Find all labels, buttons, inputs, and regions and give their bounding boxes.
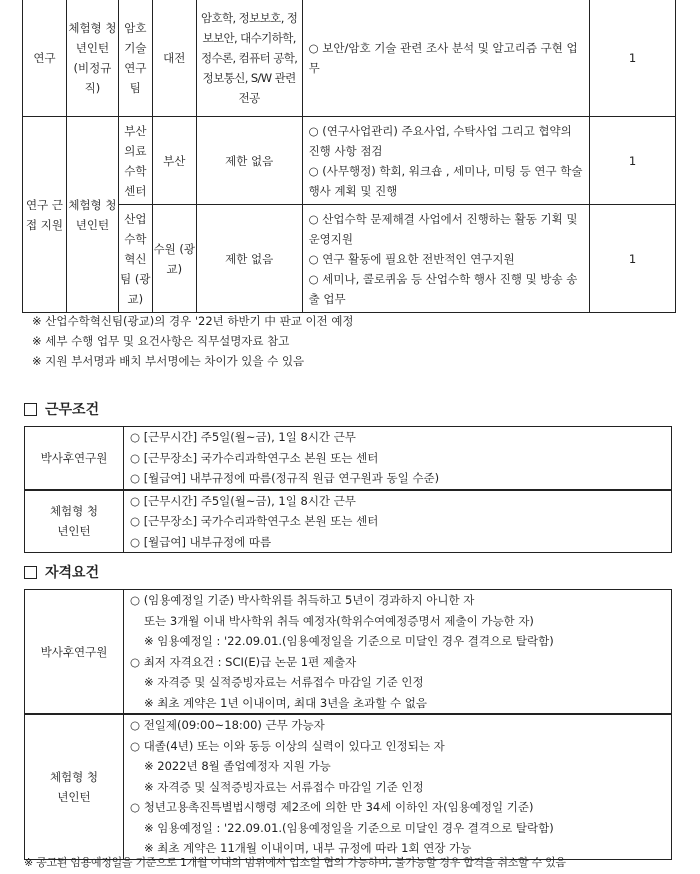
table-row	[23, 117, 676, 205]
duty-item: ○ 산업수학 문제해결 사업에서 진행하는 활동 기획 및 운영지원	[308, 211, 578, 246]
table-row	[23, 205, 676, 313]
footer-note: ※ 공고된 임용예정일을 기준으로 1개월 이내의 범위에서 입소일 협의 가능하며, 불가능할 경우 합격을 취소할 수 있음	[24, 856, 566, 869]
table-note: ※ 산업수학혁신팀(광교)의 경우 '22년 하반기 中 판교 이전 예정	[32, 314, 354, 328]
qualification-line: ※ 2022년 8월 졸업예정자 지원 가능	[144, 759, 331, 773]
qualification-line: ○ 대졸(4년) 또는 이와 동등 이상의 실력이 있다고 인정되는 자	[130, 738, 445, 753]
duty-item: ○ 보안/암호 기술 관련 조사 분석 및 알고리즘 구현 업무	[308, 41, 578, 75]
table-row	[25, 490, 672, 553]
row-content	[124, 490, 672, 553]
row-label: 체험형 청년인턴	[25, 490, 124, 553]
major-cell: 제한 없음	[196, 117, 302, 205]
row-label: 박사후연구원	[25, 590, 124, 715]
count-cell: 1	[590, 205, 676, 313]
condition-line: ○ [근무장소] 국가수리과학연구소 본원 또는 센터	[130, 514, 379, 528]
duty-item: ○ (사무행정) 학회, 워크숍 , 세미나, 미팅 등 연구 학술행사 계획 및 진행	[308, 163, 583, 198]
table-row	[25, 714, 672, 859]
count-cell: 1	[590, 0, 676, 117]
qualification-line: ○ 청년고용촉진특별법시행령 제2조에 의한 만 34세 이하인 자(임용예정일 기준)	[130, 800, 534, 814]
major-cell: 암호학, 정보보호, 정보보안, 대수기하학, 정수론, 컴퓨터 공학, 정보통신, S/W 관련 전공	[196, 0, 302, 117]
qualification-line: ○ (임용예정일 기준) 박사학위를 취득하고 5년이 경과하지 아니한 자	[130, 593, 475, 607]
major-cell: 제한 없음	[196, 205, 302, 313]
table-row	[25, 590, 672, 715]
row-content	[124, 427, 672, 490]
row-label: 박사후연구원	[25, 427, 124, 490]
count-cell: 1	[590, 117, 676, 205]
qualifications-table	[24, 589, 672, 860]
work-conditions-table	[24, 426, 672, 553]
row-content	[124, 590, 672, 715]
checkbox-square-icon	[24, 566, 37, 579]
type-cell: 체험형 청년인턴	[66, 117, 118, 313]
row-content	[124, 714, 672, 859]
field-cell: 연구	[23, 0, 67, 117]
location-cell: 대전	[152, 0, 196, 117]
duties-cell	[302, 205, 590, 313]
row-label: 체험형 청년인턴	[25, 714, 124, 859]
qualification-line: ※ 임용예정일 : '22.09.01.(임용예정일을 기준으로 미달인 경우 결격으로 탈락함)	[144, 820, 554, 835]
dept-cell: 산업 수학 혁신팀 (광교)	[118, 205, 152, 313]
location-cell: 부산	[152, 117, 196, 205]
qualification-line: ※ 자격증 및 실적증빙자료는 서류접수 마감일 기준 인정	[144, 675, 424, 689]
duty-item: ○ (연구사업관리) 주요사업, 수탁사업 그리고 협약의 진행 사항 점검	[308, 123, 572, 158]
qualification-line: ※ 임용예정일 : '22.09.01.(임용예정일을 기준으로 미달인 경우 결격으로 탈락함)	[144, 634, 554, 648]
dept-cell: 암호 기술 연구팀	[118, 0, 152, 117]
condition-line: ○ [근무시간] 주5일(월~금), 1일 8시간 근무	[130, 430, 356, 444]
qualification-line: ○ 전일제(09:00~18:00) 근무 가능자	[130, 718, 325, 732]
condition-line: ○ [월급여] 내부규정에 따름(정규직 원급 연구원과 동일 수준)	[130, 471, 440, 485]
condition-line: ○ [월급여] 내부규정에 따름	[130, 534, 272, 549]
qualification-line: ※ 최초 계약은 1년 이내이며, 최대 3년을 초과할 수 없음	[144, 695, 428, 710]
location-cell: 수원 (광교)	[152, 205, 196, 313]
table-note: ※ 세부 수행 업무 및 요건사항은 직무설명자료 참고	[32, 334, 290, 348]
qualification-line: ※ 최초 계약은 11개월 이내이며, 내부 규정에 따라 1회 연장 가능	[144, 841, 472, 855]
qualification-line: ○ 최저 자격요건 : SCI(E)급 논문 1편 제출자	[130, 654, 357, 669]
section-heading-work-conditions: 근무조건	[24, 399, 99, 419]
position-table	[22, 0, 676, 313]
table-row	[25, 427, 672, 490]
checkbox-square-icon	[24, 403, 37, 416]
field-cell: 연구 근접 지원	[23, 117, 67, 313]
qualification-line: 또는 3개월 이내 박사학위 취득 예정자(학위수여예정증명서 제출이 가능한 자)	[144, 613, 534, 628]
duty-item: ○ 연구 활동에 필요한 전반적인 연구지원	[308, 251, 515, 266]
qualification-line: ※ 자격증 및 실적증빙자료는 서류접수 마감일 기준 인정	[144, 779, 424, 794]
dept-cell: 부산 의료 수학 센터	[118, 117, 152, 205]
type-cell: 체험형 청년인턴 (비정규직)	[66, 0, 118, 117]
table-row	[23, 0, 676, 117]
table-note: ※ 지원 부서명과 배치 부서명에는 차이가 있을 수 있음	[32, 354, 305, 368]
duties-cell	[302, 0, 590, 117]
duties-cell	[302, 117, 590, 205]
condition-line: ○ [근무장소] 국가수리과학연구소 본원 또는 센터	[130, 450, 379, 465]
duty-item: ○ 세미나, 콜로퀴움 등 산업수학 행사 진행 및 방송 송출 업무	[308, 271, 578, 306]
condition-line: ○ [근무시간] 주5일(월~금), 1일 8시간 근무	[130, 493, 356, 508]
section-heading-qualifications: 자격요건	[24, 562, 99, 582]
